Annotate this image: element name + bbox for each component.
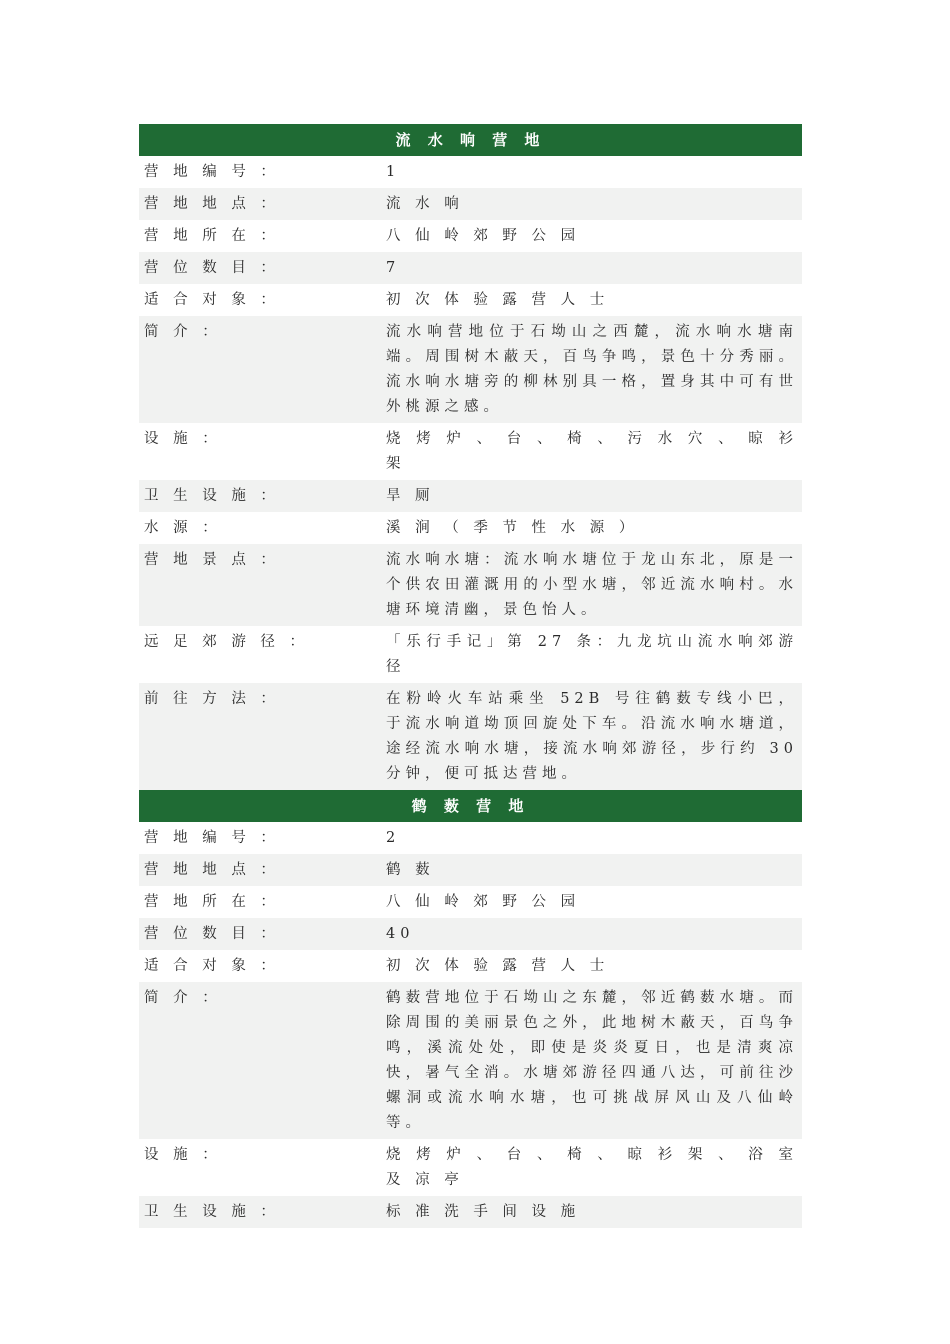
row-label: 营 位 数 目 ： xyxy=(144,260,280,276)
row-value: 初 次 体 验 露 营 人 士 xyxy=(386,292,610,308)
row-label: 水 源 ： xyxy=(144,520,222,536)
row-value: 鹤 薮 xyxy=(386,862,435,878)
row-value: 7 xyxy=(386,260,401,276)
row-value: 八 仙 岭 郊 野 公 园 xyxy=(386,228,581,244)
row-label: 设 施 ： xyxy=(144,1147,222,1163)
row-value: 八 仙 岭 郊 野 公 园 xyxy=(386,894,581,910)
table-row xyxy=(139,950,802,982)
table-row xyxy=(139,982,802,1139)
row-label: 前 往 方 法 ： xyxy=(144,691,280,707)
table-row xyxy=(139,1196,802,1228)
row-value: 1 xyxy=(386,164,401,180)
table-row xyxy=(139,544,802,626)
row-label: 远 足 郊 游 径 ： xyxy=(144,634,310,650)
row-value: 烧 烤 炉 、 台 、 椅 、 晾 衫 架 、 浴 室 及 凉 亭 xyxy=(386,1147,798,1188)
row-value: 2 xyxy=(386,830,401,846)
table-row xyxy=(139,252,802,284)
table-row xyxy=(139,284,802,316)
row-value: 初 次 体 验 露 营 人 士 xyxy=(386,958,610,974)
table-row xyxy=(139,626,802,683)
row-value: 标 准 洗 手 间 设 施 xyxy=(386,1204,581,1220)
row-value: 「乐行手记」第 27 条：九龙坑山流水响郊游径 xyxy=(386,634,798,675)
row-label: 营 地 编 号 ： xyxy=(144,164,280,180)
table-row xyxy=(139,156,802,188)
table-row xyxy=(139,918,802,950)
camp-table-hesou xyxy=(139,790,802,1228)
row-value: 旱 厕 xyxy=(386,488,435,504)
row-label: 简 介 ： xyxy=(144,324,222,340)
row-value: 流 水 响 xyxy=(386,196,464,212)
table-row xyxy=(139,316,802,423)
row-label: 设 施 ： xyxy=(144,431,222,447)
row-label: 卫 生 设 施 ： xyxy=(144,1204,280,1220)
row-label: 营 地 地 点 ： xyxy=(144,196,280,212)
row-value: 在粉岭火车站乘坐 52B 号往鹤薮专线小巴，于流水响道坳顶回旋处下车。沿流水响水塘道，途经流水响水塘，接流水响郊游径，步行约 30 分钟，便可抵达营地。 xyxy=(386,691,798,782)
row-label: 适 合 对 象 ： xyxy=(144,292,280,308)
camp-title: 鹤 薮 营 地 xyxy=(139,790,802,822)
table-row xyxy=(139,423,802,480)
table-row xyxy=(139,220,802,252)
row-label: 营 地 所 在 ： xyxy=(144,894,280,910)
table-row xyxy=(139,886,802,918)
table-row xyxy=(139,854,802,886)
table-row xyxy=(139,683,802,790)
row-value: 鹤薮营地位于石坳山之东麓，邻近鹤薮水塘。而除周围的美丽景色之外，此地树木蔽天，百鸟争鸣，溪流处处，即使是炎炎夏日，也是清爽凉快，暑气全消。水塘郊游径四通八达，可前往沙螺洞或流水响水塘，也可挑战屏风山及八仙岭等。 xyxy=(386,990,798,1131)
table-row xyxy=(139,480,802,512)
row-value: 流水响营地位于石坳山之西麓，流水响水塘南端。周围树木蔽天，百鸟争鸣，景色十分秀丽。流水响水塘旁的柳林别具一格，置身其中可有世外桃源之感。 xyxy=(386,324,798,415)
row-label: 营 位 数 目 ： xyxy=(144,926,280,942)
row-label: 营 地 地 点 ： xyxy=(144,862,280,878)
row-value: 流水响水塘：流水响水塘位于龙山东北，原是一个供农田灌溉用的小型水塘，邻近流水响村。水塘环境清幽，景色怡人。 xyxy=(386,552,798,618)
row-label: 营 地 所 在 ： xyxy=(144,228,280,244)
row-label: 营 地 景 点 ： xyxy=(144,552,280,568)
table-row xyxy=(139,822,802,854)
camp-table-liushuixiang xyxy=(139,124,802,790)
row-value: 40 xyxy=(386,926,415,942)
table-row xyxy=(139,1139,802,1196)
row-label: 卫 生 设 施 ： xyxy=(144,488,280,504)
table-row xyxy=(139,188,802,220)
camp-title: 流 水 响 营 地 xyxy=(139,124,802,156)
row-label: 简 介 ： xyxy=(144,990,222,1006)
row-value: 溪 涧 （ 季 节 性 水 源 ） xyxy=(386,520,639,536)
row-value: 烧 烤 炉 、 台 、 椅 、 污 水 穴 、 晾 衫 架 xyxy=(386,431,798,472)
table-row xyxy=(139,512,802,544)
row-label: 营 地 编 号 ： xyxy=(144,830,280,846)
row-label: 适 合 对 象 ： xyxy=(144,958,280,974)
